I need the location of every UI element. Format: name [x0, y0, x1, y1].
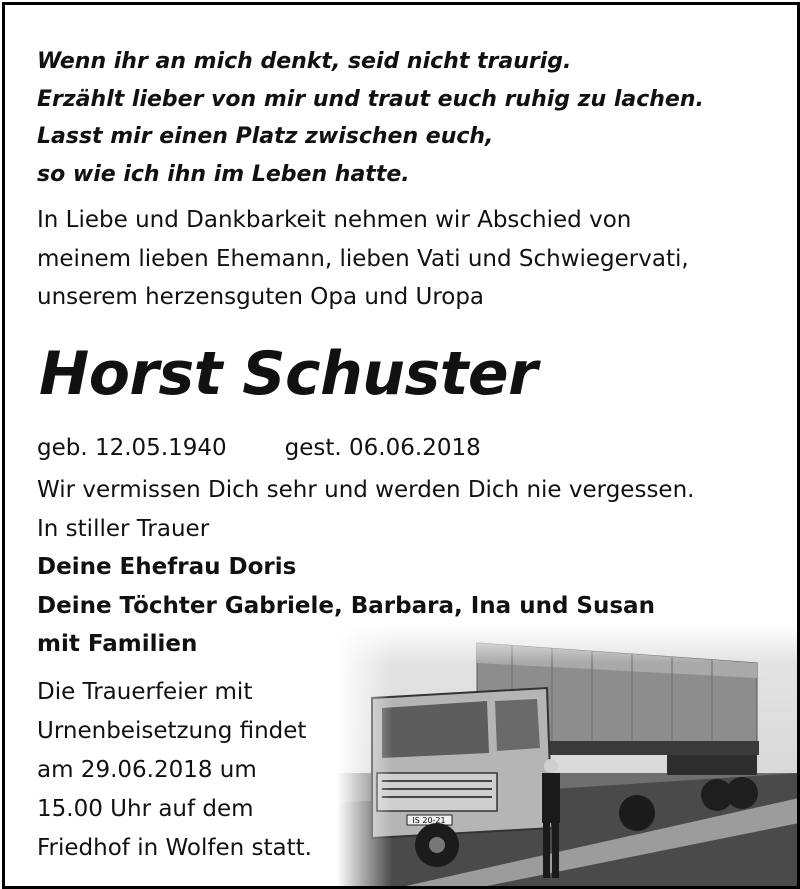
farewell-message: Wir vermissen Dich sehr und werden Dich nie vergessen. — [37, 477, 695, 503]
ceremony-info — [37, 673, 357, 868]
poem-line: Wenn ihr an mich denkt, seid nicht traurig. — [37, 49, 572, 74]
intro-line: meinem lieben Ehemann, lieben Vati und Schwiegervati, — [37, 245, 689, 272]
ceremony-line: Die Trauerfeier mit — [37, 679, 253, 705]
life-dates — [37, 430, 481, 466]
ceremony-line: Urnenbeisetzung findet — [37, 718, 307, 744]
poem — [37, 43, 777, 193]
mourner-line: mit Familien — [37, 631, 198, 657]
mourning-label: In stiller Trauer — [37, 515, 210, 542]
birth-date: geb. 12.05.1940 — [37, 435, 227, 461]
intro-line: unserem herzensguten Opa und Uropa — [37, 284, 485, 310]
intro-text — [37, 201, 777, 317]
poem-line: Lasst mir einen Platz zwischen euch, — [37, 124, 494, 149]
poem-line: so wie ich ihn im Leben hatte. — [37, 161, 410, 187]
mourner-line: Deine Ehefrau Doris — [37, 554, 297, 580]
truck-photo — [337, 623, 799, 888]
obituary-notice — [2, 2, 800, 889]
ceremony-line: Friedhof in Wolfen statt. — [37, 835, 312, 861]
deceased-name: Horst Schuster — [39, 339, 538, 409]
mourner-line: Deine Töchter Gabriele, Barbara, Ina und Susan — [37, 592, 655, 619]
poem-line: Erzählt lieber von mir und traut euch ruhig zu lachen. — [37, 86, 704, 112]
ceremony-line: am 29.06.2018 um — [37, 757, 257, 783]
intro-line: In Liebe und Dankbarkeit nehmen wir Abschied von — [37, 207, 632, 233]
truck-illustration — [337, 623, 799, 888]
death-date: gest. 06.06.2018 — [284, 435, 481, 461]
ceremony-line: 15.00 Uhr auf dem — [37, 796, 254, 822]
